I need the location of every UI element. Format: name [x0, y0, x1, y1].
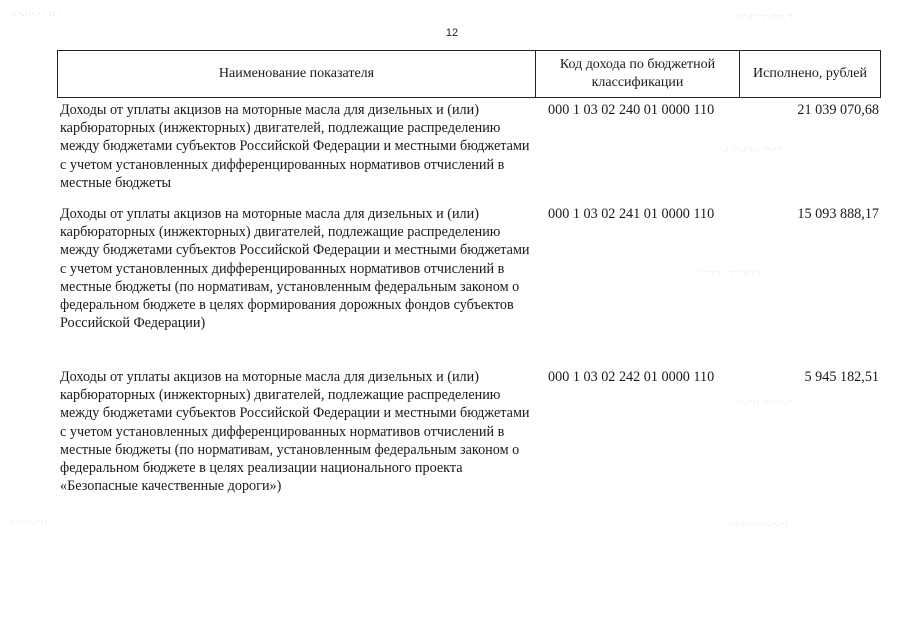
scan-noise: ·: ·.·:·.· ·:: [8, 518, 48, 526]
scan-noise: ·.:·:·.·:·:·.:·.:·:: [730, 520, 789, 528]
row-name: Доходы от уплаты акцизов на моторные масла для дизельных и (или) карбюраторных (инжекторных) двигателей, подлежащие распределению между бюджетами субъектов Российской Федерации и местными бюджетами с учетом установленных дифференцированных нормативов отчислений в местные бюджеты: [60, 102, 530, 191]
page-number: 12: [445, 27, 459, 39]
scan-noise: :·.·:·:·.·:·:·.:·:·.: [700, 268, 762, 276]
header-amount: Исполнено, рублей: [753, 66, 867, 81]
row-name: Доходы от уплаты акцизов на моторные масла для дизельных и (или) карбюраторных (инжекторных) двигателей, подлежащие распределению между бюджетами субъектов Российской Федерации и местными бюджетами с учетом установленных дифференцированных нормативов отчислений в местные бюджеты (по нормативам, установленным федеральным законом о федеральном бюджете в целях реализации национального проекта «Безопасные качественные дороги»): [60, 369, 530, 495]
scan-noise: ·:·.:·:· ·:·.·:·.:·: [735, 398, 794, 406]
table-header: [57, 50, 881, 98]
row-amount: 15 093 888,17: [797, 206, 879, 222]
scan-noise: .·:·.:·:·:·.·:·: ·:: [735, 12, 794, 20]
row-amount: 5 945 182,51: [804, 369, 879, 385]
row-code: 000 1 03 02 241 01 0000 110: [548, 206, 715, 222]
row-code: 000 1 03 02 242 01 0000 110: [548, 369, 715, 385]
header-name: Наименование показателя: [58, 51, 536, 97]
row-name: Доходы от уплаты акцизов на моторные масла для дизельных и (или) карбюраторных (инжекторных) двигателей, подлежащие распределению между бюджетами субъектов Российской Федерации и местными бюджетами с учетом установленных дифференцированных нормативов отчислений в местные бюджеты (по нормативам, установленным федеральным законом о федеральном бюджете в целях формирования дорожных фондов субъектов Российской Федерации): [60, 206, 530, 332]
header-code: Код дохода по бюджетной классификации: [536, 51, 740, 97]
row-code: 000 1 03 02 240 01 0000 110: [548, 102, 715, 118]
row-amount: 21 039 070,68: [797, 102, 879, 118]
scan-noise: ·: ·.·:· · · :. ·: [10, 10, 62, 18]
scan-noise: ·.: ·:·.:·:·. ·:·.·:·: [720, 145, 785, 153]
